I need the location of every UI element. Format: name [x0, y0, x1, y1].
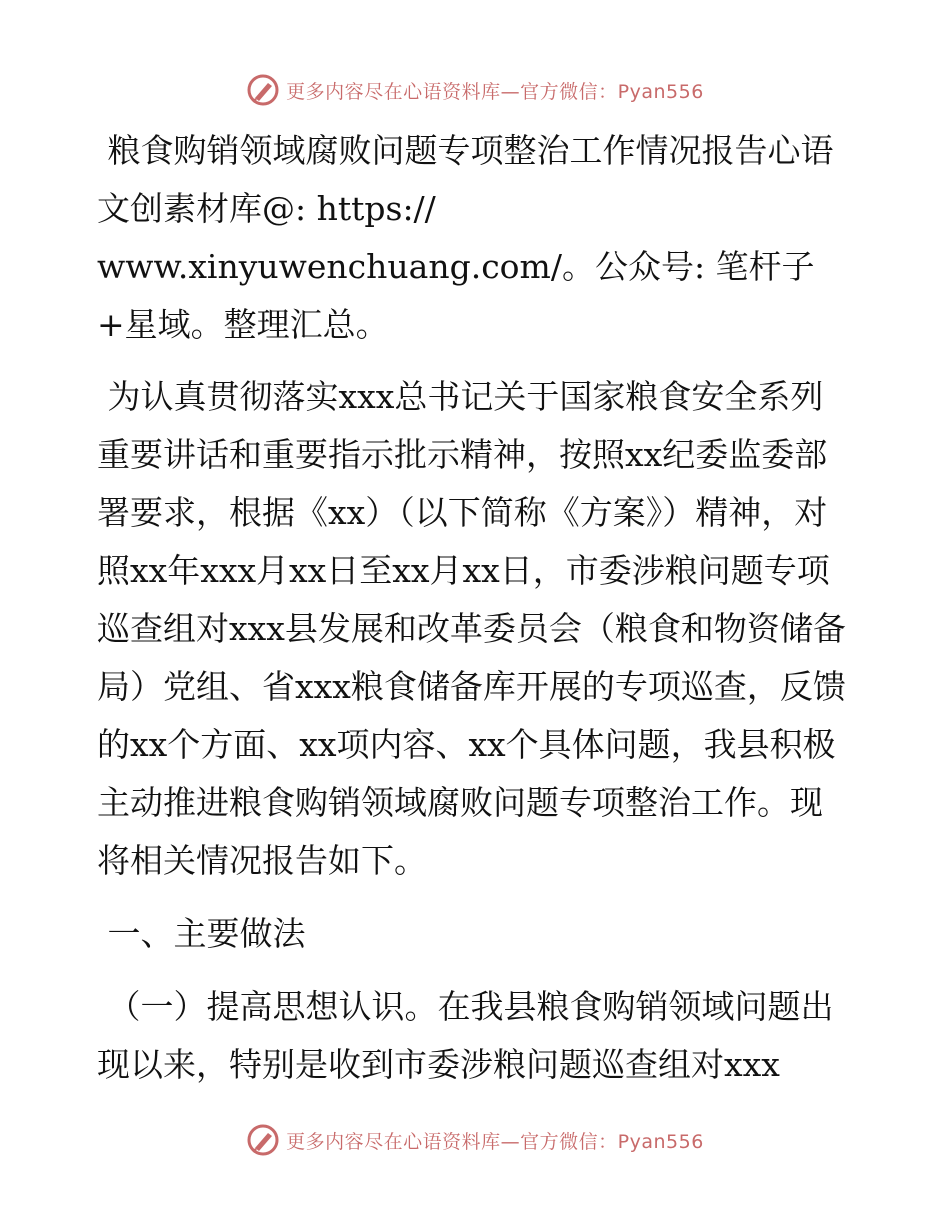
- document-title: 粮食购销领域腐败问题专项整治工作情况报告心语文创素材库@: https:// www.xinyuwenchuang.com/。公众号: 笔杆子+星域。整理汇总。: [97, 131, 834, 344]
- wechat-id: Pyan556: [617, 1130, 704, 1153]
- document-body: [97, 122, 853, 1094]
- pen-logo-icon: [246, 1123, 280, 1157]
- footer-banner: [0, 1120, 950, 1160]
- paragraph-measures: （一）提高思想认识。在我县粮食购销领域问题出现以来，特别是收到市委涉粮问题巡查组对xxx: [97, 987, 834, 1084]
- pen-logo-icon: [246, 73, 280, 107]
- wechat-id: Pyan556: [617, 80, 704, 103]
- banner-text: 更多内容尽在心语资料库—官方微信：Pyan556: [286, 80, 704, 103]
- section-heading: 一、主要做法: [97, 914, 306, 953]
- banner-text: 更多内容尽在心语资料库—官方微信：Pyan556: [286, 1130, 704, 1153]
- header-banner: [0, 70, 950, 110]
- paragraph-intro: 为认真贯彻落实xxx总书记关于国家粮食安全系列重要讲话和重要指示批示精神，按照xx纪委监委部署要求，根据《xx）（以下简称《方案》）精神，对照xx年xxx月xx日至xx月xx日，市委涉粮问题专项巡查组对xxx县发展和改革委员会（粮食和物资储备局）党组、省xxx粮食储备库开展的专项巡查，反馈的xx个方面、xx项内容、xx个具体问题，我县积极主动推进粮食购销领域腐败问题专项整治工作。现将相关情况报告如下。: [97, 377, 846, 880]
